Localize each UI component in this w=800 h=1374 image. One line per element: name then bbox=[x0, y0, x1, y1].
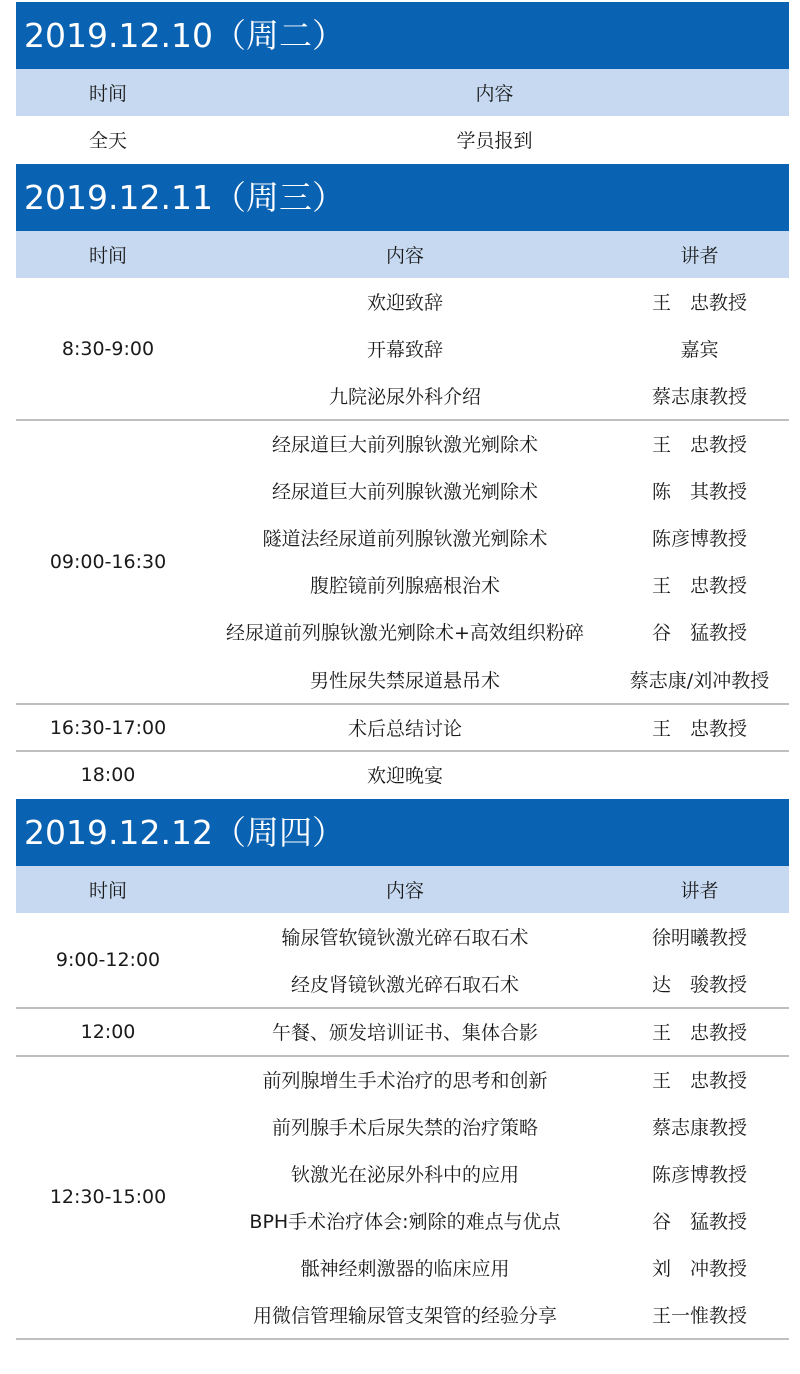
speaker-cell: 陈彦博教授 bbox=[651, 1164, 747, 1186]
schedule-row bbox=[16, 278, 789, 325]
schedule-row bbox=[16, 1056, 789, 1103]
speaker-cell: 王 忠教授 bbox=[651, 292, 747, 314]
speaker-cell: 王 忠教授 bbox=[651, 575, 747, 597]
column-header-content: 内容 bbox=[385, 880, 424, 902]
speaker-cell: 王 忠教授 bbox=[651, 434, 747, 456]
speaker-cell: 蔡志康教授 bbox=[651, 1117, 747, 1139]
column-header-content: 内容 bbox=[385, 245, 424, 267]
content-cell: 午餐、颁发培训证书、集体合影 bbox=[271, 1022, 538, 1044]
column-header-content: 内容 bbox=[475, 83, 514, 105]
content-cell: 输尿管软镜钬激光碎石取石术 bbox=[281, 927, 529, 949]
column-header-row bbox=[16, 866, 789, 913]
content-cell: 九院泌尿外科介绍 bbox=[328, 386, 481, 408]
column-header-speaker: 讲者 bbox=[680, 880, 719, 902]
day-header: 2019.12.12（周四） bbox=[16, 799, 789, 866]
schedule-row bbox=[16, 325, 789, 372]
schedule-row bbox=[16, 1244, 789, 1291]
speaker-cell: 谷 猛教授 bbox=[651, 622, 747, 644]
time-cell: 09:00-16:30 bbox=[49, 550, 167, 573]
column-header-row bbox=[16, 69, 789, 116]
schedule-row bbox=[16, 751, 789, 798]
schedule-row bbox=[16, 1103, 789, 1150]
content-cell: 经皮肾镜钬激光碎石取石术 bbox=[290, 974, 519, 996]
schedule-row bbox=[16, 704, 789, 751]
speaker-cell: 陈 其教授 bbox=[651, 481, 747, 503]
time-cell: 9:00-12:00 bbox=[55, 949, 161, 971]
content-cell: 前列腺增生手术治疗的思考和创新 bbox=[262, 1070, 548, 1092]
speaker-cell: 蔡志康教授 bbox=[651, 386, 747, 408]
schedule-row bbox=[16, 1291, 789, 1338]
content-cell: 欢迎晚宴 bbox=[366, 765, 443, 787]
speaker-cell: 刘 冲教授 bbox=[651, 1258, 747, 1280]
schedule-row bbox=[16, 913, 789, 960]
speaker-cell: 嘉宾 bbox=[680, 339, 719, 361]
time-cell: 12:00 bbox=[80, 1020, 136, 1043]
schedule-row bbox=[16, 514, 789, 561]
content-cell: 经尿道前列腺钬激光剜除术+高效组织粉碎 bbox=[226, 622, 584, 644]
speaker-cell: 蔡志康/刘冲教授 bbox=[629, 670, 770, 692]
time-cell: 8:30-9:00 bbox=[61, 337, 155, 360]
content-cell: 隧道法经尿道前列腺钬激光剜除术 bbox=[262, 528, 548, 550]
content-cell: 腹腔镜前列腺癌根治术 bbox=[309, 575, 500, 597]
schedule-row bbox=[16, 561, 789, 608]
content-cell: 欢迎致辞 bbox=[366, 292, 443, 314]
time-cell: 12:30-15:00 bbox=[49, 1186, 167, 1208]
content-cell: 学员报到 bbox=[456, 130, 533, 152]
content-cell: 经尿道巨大前列腺钬激光剜除术 bbox=[271, 481, 538, 503]
schedule-row bbox=[16, 116, 789, 163]
content-cell: 骶神经刺激器的临床应用 bbox=[300, 1258, 510, 1280]
speaker-cell: 陈彦博教授 bbox=[651, 528, 747, 550]
schedule-row bbox=[16, 1008, 789, 1055]
speaker-cell: 王一惟教授 bbox=[651, 1305, 747, 1327]
time-cell: 全天 bbox=[88, 130, 127, 152]
schedule-row bbox=[16, 656, 789, 703]
row-divider bbox=[16, 1338, 789, 1340]
column-header-speaker: 讲者 bbox=[680, 245, 719, 267]
column-header-time: 时间 bbox=[88, 245, 127, 267]
time-cell: 18:00 bbox=[80, 763, 136, 786]
column-header-time: 时间 bbox=[88, 83, 127, 105]
speaker-cell: 王 忠教授 bbox=[651, 718, 747, 740]
schedule-row bbox=[16, 608, 789, 655]
day-header: 2019.12.11（周三） bbox=[16, 164, 789, 231]
speaker-cell: 王 忠教授 bbox=[651, 1022, 747, 1044]
content-cell: 经尿道巨大前列腺钬激光剜除术 bbox=[271, 434, 538, 456]
content-cell: 用微信管理输尿管支架管的经验分享 bbox=[252, 1305, 557, 1327]
time-cell: 16:30-17:00 bbox=[49, 716, 167, 739]
speaker-cell: 王 忠教授 bbox=[651, 1070, 747, 1092]
speaker-cell: 徐明曦教授 bbox=[651, 927, 747, 949]
content-cell: 术后总结讨论 bbox=[347, 718, 462, 740]
speaker-cell bbox=[610, 751, 789, 798]
content-cell: 开幕致辞 bbox=[366, 339, 443, 361]
content-cell: 钬激光在泌尿外科中的应用 bbox=[290, 1164, 519, 1186]
schedule-row bbox=[16, 1150, 789, 1197]
schedule-row bbox=[16, 420, 789, 467]
schedule-row bbox=[16, 960, 789, 1007]
speaker-cell: 谷 猛教授 bbox=[651, 1211, 747, 1233]
schedule-row bbox=[16, 467, 789, 514]
speaker-cell: 达 骏教授 bbox=[651, 974, 747, 996]
content-cell: 前列腺手术后尿失禁的治疗策略 bbox=[271, 1117, 538, 1139]
schedule-row bbox=[16, 372, 789, 419]
content-cell: BPH手术治疗体会:剜除的难点与优点 bbox=[249, 1211, 561, 1233]
column-header-time: 时间 bbox=[88, 880, 127, 902]
schedule-row bbox=[16, 1197, 789, 1244]
content-cell: 男性尿失禁尿道悬吊术 bbox=[309, 670, 500, 692]
day-header: 2019.12.10（周二） bbox=[16, 2, 789, 69]
column-header-row bbox=[16, 231, 789, 278]
